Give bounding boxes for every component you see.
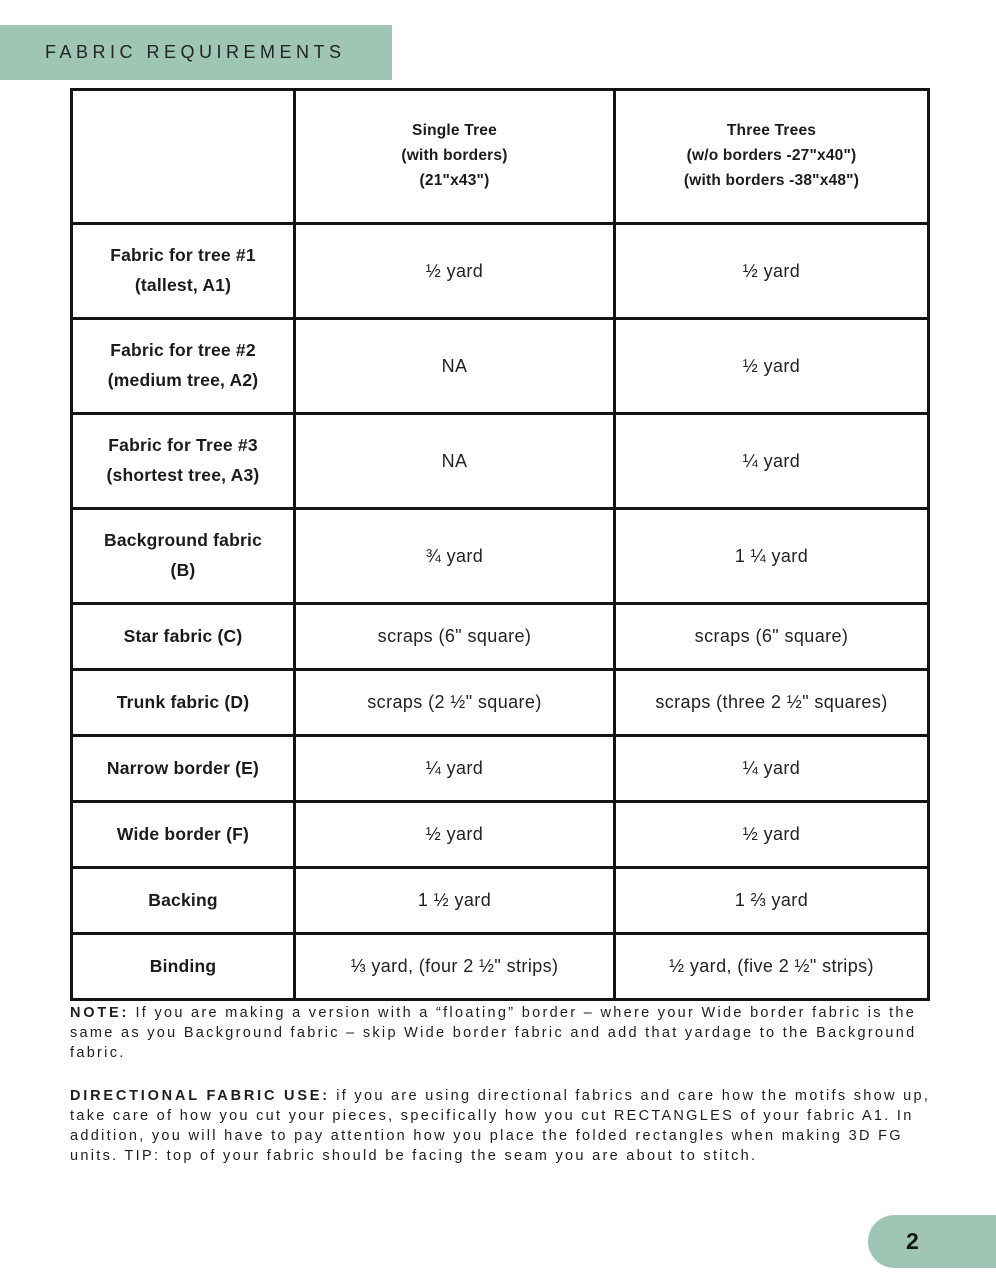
header-line: Single Tree xyxy=(412,122,497,140)
cell-single-tree: ¼ yard xyxy=(295,736,615,802)
table-row xyxy=(72,868,929,934)
cell-three-trees: scraps (6" square) xyxy=(615,604,929,670)
row-label: Star fabric (C) xyxy=(72,604,295,670)
row-label: Fabric for Tree #3 (shortest tree, A3) xyxy=(72,414,295,509)
cell-single-tree: ⅓ yard, (four 2 ½" strips) xyxy=(295,934,615,1000)
header-cell-single-tree xyxy=(295,90,615,224)
header-line: (w/o borders -27"x40") xyxy=(686,147,857,165)
table-row xyxy=(72,736,929,802)
row-label: Backing xyxy=(72,868,295,934)
header-cell-three-trees xyxy=(615,90,929,224)
cell-single-tree: NA xyxy=(295,414,615,509)
cell-three-trees: ½ yard xyxy=(615,319,929,414)
header-line: Three Trees xyxy=(726,122,817,140)
cell-three-trees: ½ yard, (five 2 ½" strips) xyxy=(615,934,929,1000)
page-number: 2 xyxy=(906,1228,919,1254)
page-title: FABRIC REQUIREMENTS xyxy=(45,42,346,62)
table-row xyxy=(72,802,929,868)
page-number-badge xyxy=(868,1215,996,1268)
cell-single-tree: scraps (6" square) xyxy=(295,604,615,670)
header-cell-empty xyxy=(72,90,295,224)
cell-single-tree: ½ yard xyxy=(295,224,615,319)
cell-single-tree: NA xyxy=(295,319,615,414)
directional-fabric-paragraph xyxy=(70,1086,934,1166)
cell-single-tree: ½ yard xyxy=(295,802,615,868)
cell-three-trees: ¼ yard xyxy=(615,736,929,802)
table-row xyxy=(72,224,929,319)
header-line: (21"x43") xyxy=(419,171,490,189)
table-row xyxy=(72,934,929,1000)
row-label: Trunk fabric (D) xyxy=(72,670,295,736)
row-label: Wide border (F) xyxy=(72,802,295,868)
cell-three-trees: 1 ¼ yard xyxy=(615,509,929,604)
directional-label: DIRECTIONAL FABRIC USE: xyxy=(70,1088,330,1104)
table-row xyxy=(72,319,929,414)
fabric-requirements-table xyxy=(70,88,930,1001)
header-line: (with borders -38"x48") xyxy=(683,171,860,189)
header-line: (with borders) xyxy=(401,147,508,165)
section-header-banner xyxy=(0,25,392,80)
table-row xyxy=(72,604,929,670)
table-header-row xyxy=(72,90,929,224)
row-label: Narrow border (E) xyxy=(72,736,295,802)
table-row xyxy=(72,414,929,509)
table-row xyxy=(72,509,929,604)
row-label: Background fabric (B) xyxy=(72,509,295,604)
cell-three-trees: ½ yard xyxy=(615,224,929,319)
cell-single-tree: 1 ½ yard xyxy=(295,868,615,934)
note-paragraph xyxy=(70,1003,934,1063)
note-label: NOTE: xyxy=(70,1005,130,1021)
row-label: Fabric for tree #2 (medium tree, A2) xyxy=(72,319,295,414)
cell-three-trees: ½ yard xyxy=(615,802,929,868)
cell-single-tree: scraps (2 ½" square) xyxy=(295,670,615,736)
row-label: Binding xyxy=(72,934,295,1000)
cell-three-trees: ¼ yard xyxy=(615,414,929,509)
cell-single-tree: ¾ yard xyxy=(295,509,615,604)
directional-text: if you are using directional fabrics and care how the motifs show up, take care of how you cut your pieces, specifically how you cut RECTANGLES of your fabric A1. In addition, you will have to pay attention how you place the folded rectangles when making 3D FG units. TIP: top of your fabric should be facing the seam you are about to stitch. xyxy=(70,1088,931,1164)
row-label: Fabric for tree #1 (tallest, A1) xyxy=(72,224,295,319)
cell-three-trees: scraps (three 2 ½" squares) xyxy=(615,670,929,736)
table-row xyxy=(72,670,929,736)
note-text: If you are making a version with a “floating” border – where your Wide border fabric is the same as you Background fabric – skip Wide border fabric and add that yardage to the Background fabric. xyxy=(70,1005,917,1061)
cell-three-trees: 1 ⅔ yard xyxy=(615,868,929,934)
